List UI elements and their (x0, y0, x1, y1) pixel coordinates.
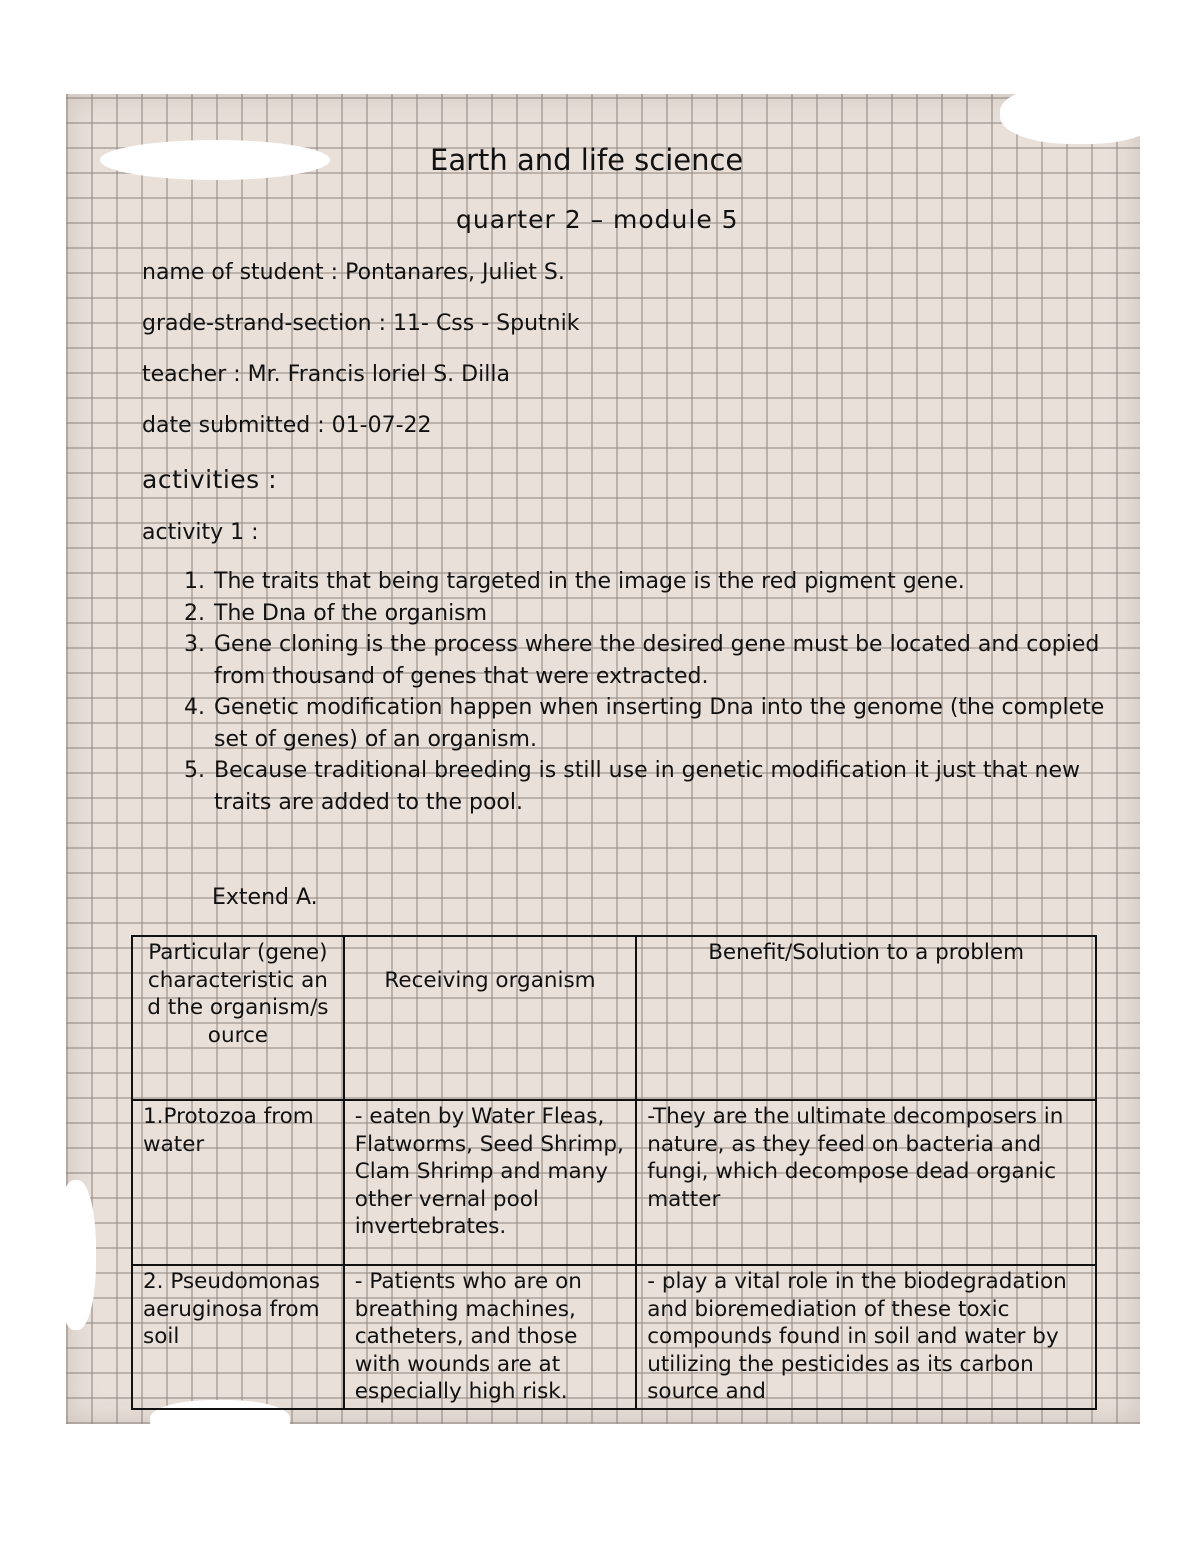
activities-heading: activities : (142, 465, 278, 494)
table-cell: -They are the ultimate decomposers in nature, as they feed on bacteria and fungi, which decompose dead organic matter (636, 1100, 1096, 1265)
table-row (132, 1100, 1096, 1265)
module-subtitle: quarter 2 – module 5 (456, 205, 739, 234)
table-cell: - Patients who are on breathing machines, catheters, and those with wounds are at especially high risk. (344, 1265, 636, 1409)
activity-1-answers (172, 566, 1112, 818)
redacted-blot (100, 140, 330, 180)
column-header: Benefit/Solution to a problem (636, 936, 1096, 1100)
extend-table (131, 935, 1097, 1410)
table-cell: - play a vital role in the biodegradation and bioremediation of these toxic compounds found in soil and water by utilizing the pesticides as its carbon source and (636, 1265, 1096, 1409)
answer-item: 1. The traits that being targeted in the image is the red pigment gene. (212, 566, 1112, 598)
table-header-row (132, 936, 1096, 1100)
answer-item: 5. Because traditional breeding is still use in genetic modification it just that new traits are added to the pool. (212, 755, 1112, 818)
answer-item: 2. The Dna of the organism (212, 598, 1112, 630)
teacher-name: teacher : Mr. Francis loriel S. Dilla (142, 362, 510, 387)
table-cell: 2. Pseudomonas aeruginosa from soil (132, 1265, 344, 1409)
grade-strand-section: grade-strand-section : 11- Css - Sputnik (142, 311, 580, 336)
table-cell: 1.Protozoa from water (132, 1100, 344, 1265)
table-row (132, 1265, 1096, 1409)
date-submitted: date submitted : 01-07-22 (142, 413, 432, 438)
column-header: Receiving organism (344, 936, 636, 1100)
answer-item: 3. Gene cloning is the process where the desired gene must be located and copied from thousand of genes that were extracted. (212, 629, 1112, 692)
column-header: Particular (gene) characteristic and the organism/source (132, 936, 344, 1100)
activity-1-label: activity 1 : (142, 520, 259, 545)
page-title: Earth and life science (430, 143, 744, 177)
answer-item: 4. Genetic modification happen when inserting Dna into the genome (the complete set of genes) of an organism. (212, 692, 1112, 755)
student-name: name of student : Pontanares, Juliet S. (142, 260, 565, 285)
extend-label: Extend A. (212, 885, 318, 910)
table-cell: - eaten by Water Fleas, Flatworms, Seed Shrimp, Clam Shrimp and many other vernal pool invertebrates. (344, 1100, 636, 1265)
torn-edge-left (56, 1180, 96, 1330)
torn-corner-top-right (1000, 84, 1160, 144)
